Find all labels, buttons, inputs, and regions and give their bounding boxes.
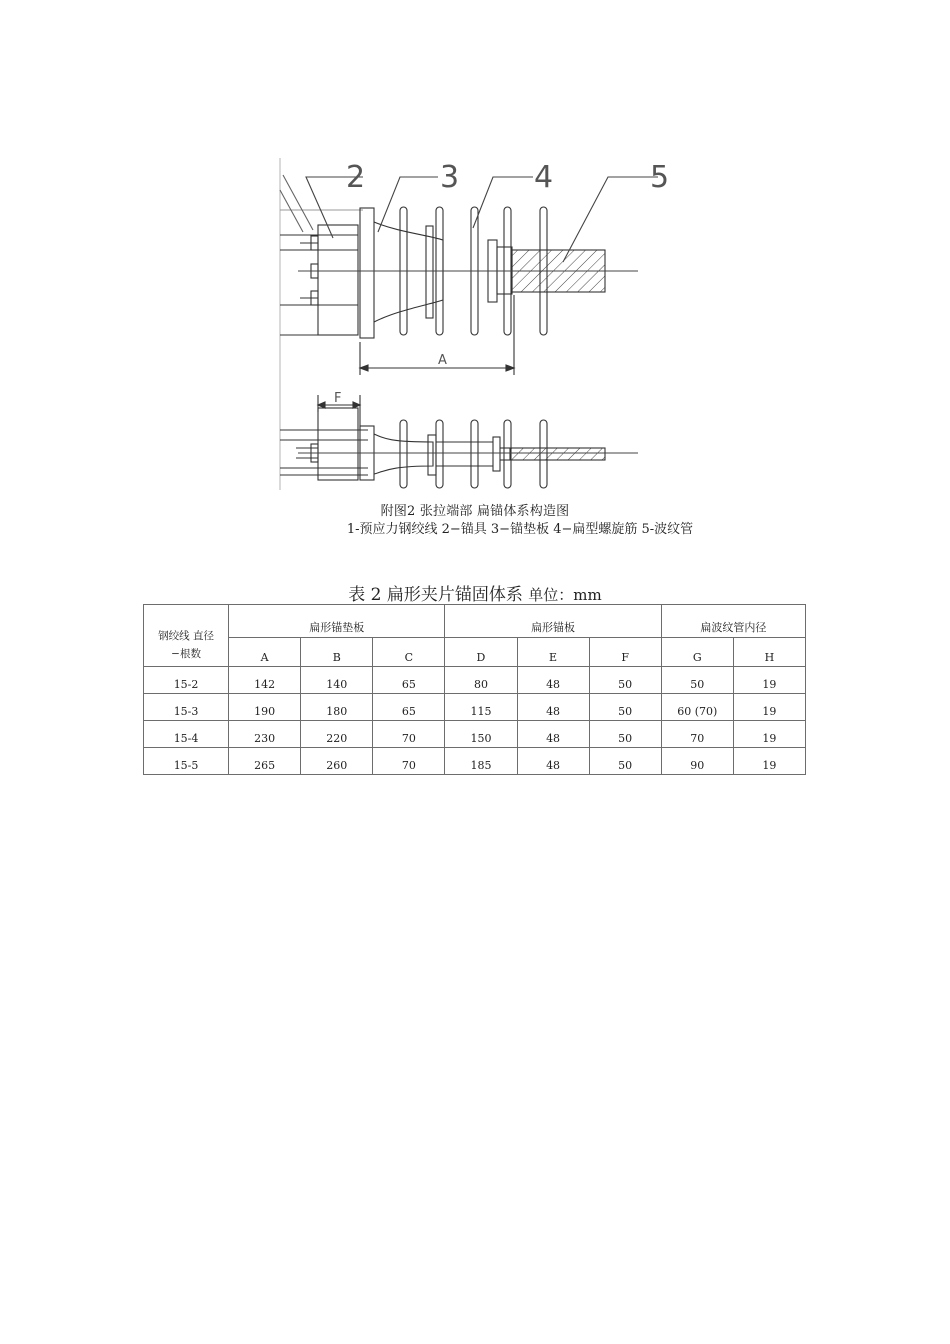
table-cell: 19 — [733, 667, 805, 694]
dimension-a-label: A — [438, 353, 447, 368]
dimension-f-label: F — [334, 391, 342, 406]
table-title — [0, 580, 950, 605]
table-cell: 142 — [229, 667, 301, 694]
table-cell: 90 — [661, 748, 733, 775]
table-cell: 220 — [301, 721, 373, 748]
table-cell: 230 — [229, 721, 301, 748]
column-header: H — [733, 638, 805, 667]
table-cell: 115 — [445, 694, 517, 721]
table-cell: 50 — [589, 667, 661, 694]
anchorage-drawing — [278, 150, 678, 495]
table-cell: 150 — [445, 721, 517, 748]
table-cell: 48 — [517, 667, 589, 694]
column-header: G — [661, 638, 733, 667]
table-unit: 单位：mm — [528, 586, 602, 604]
table-cell: 190 — [229, 694, 301, 721]
corner-header: 钢绞线 直径−根数 — [144, 605, 229, 667]
table-cell: 65 — [373, 667, 445, 694]
table-cell: 70 — [373, 721, 445, 748]
row-spec: 15-5 — [144, 748, 229, 775]
table-cell: 80 — [445, 667, 517, 694]
label-3: 3 — [440, 160, 460, 195]
figure-legend: 1-预应力钢绞线 2−锚具 3−锚垫板 4−扁型螺旋筋 5-波纹管 — [346, 522, 694, 537]
label-4: 4 — [534, 160, 554, 195]
table-cell: 19 — [733, 748, 805, 775]
label-2: 2 — [346, 160, 366, 195]
table-cell: 140 — [301, 667, 373, 694]
row-spec: 15-4 — [144, 721, 229, 748]
table-cell: 48 — [517, 748, 589, 775]
row-spec: 15-3 — [144, 694, 229, 721]
table-cell: 60 (70) — [661, 694, 733, 721]
column-header: B — [301, 638, 373, 667]
row-spec: 15-2 — [144, 667, 229, 694]
figure-caption: 附图2 张拉端部 扁锚体系构造图 — [380, 504, 570, 519]
table-cell: 48 — [517, 694, 589, 721]
column-header: E — [517, 638, 589, 667]
table-cell: 70 — [661, 721, 733, 748]
table-cell: 185 — [445, 748, 517, 775]
table-cell: 50 — [661, 667, 733, 694]
label-5: 5 — [650, 160, 670, 195]
table-cell: 260 — [301, 748, 373, 775]
column-header: C — [373, 638, 445, 667]
table-cell: 70 — [373, 748, 445, 775]
table-cell: 50 — [589, 721, 661, 748]
table-row — [144, 721, 806, 748]
column-header: D — [445, 638, 517, 667]
column-header: A — [229, 638, 301, 667]
table-row — [144, 694, 806, 721]
table-cell: 48 — [517, 721, 589, 748]
table-cell: 50 — [589, 748, 661, 775]
table-row — [144, 748, 806, 775]
table-cell: 265 — [229, 748, 301, 775]
column-header: F — [589, 638, 661, 667]
table-cell: 50 — [589, 694, 661, 721]
table-cell: 19 — [733, 694, 805, 721]
table-cell: 19 — [733, 721, 805, 748]
table-row — [144, 667, 806, 694]
table-cell: 65 — [373, 694, 445, 721]
group-header-anchor-plate: 扁形锚板 — [445, 605, 661, 638]
table-title-text: 表 2 扁形夹片锚固体系 — [348, 585, 529, 605]
anchorage-spec-table — [143, 604, 806, 775]
group-header-bearing-plate: 扁形锚垫板 — [229, 605, 445, 638]
group-header-duct: 扁波纹管内径 — [661, 605, 805, 638]
table-cell: 180 — [301, 694, 373, 721]
